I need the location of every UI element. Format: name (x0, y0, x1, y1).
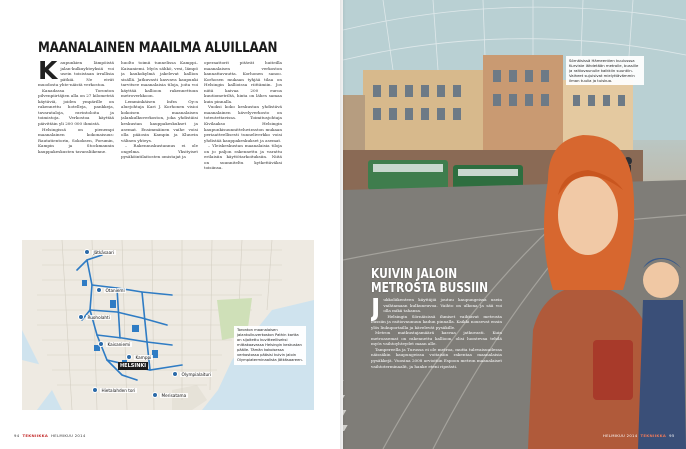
page-gutter (340, 0, 346, 449)
paragraph: Helsingissä on pienempi maanalainen kokonaisuus: Rautatientorin, Sokoksen, Forumin, Kampin ja Stockmannin kauppakeskusten tavaraliikenne. (38, 126, 114, 154)
map-marker: Otaniemi (96, 287, 126, 293)
folio-right (603, 433, 675, 438)
map-marker: Olympialaituri (172, 371, 212, 377)
page-number: 94 (14, 433, 20, 438)
paragraph: Helsingin Sörnäisissä ihmiset vaihtavat metrosta bussiin ja raitiovaunuun kadun pinnalla. Kaikki nousevat ensin ylös liukuportailla ja kävelevät pysäkille. (371, 313, 502, 330)
map-marker: Hietalahden tori (92, 387, 137, 393)
paragraph: Vuoksi koko keskustan yhdistävä maanalainen kävelyverkosto on toteutettavissa. Toimitusjohtaja Kivilaakso Helsingin kaupunkisuunnitteluviraston mukaan periaatteellisesti tunneliverkko voisi yhdistää kauppakeskukset ja asemat. (204, 104, 282, 143)
pin-icon (98, 341, 104, 347)
map-marker: Kaisaniemi (98, 341, 132, 347)
map-caption: Toronton maanalaisen jalankulkuverkoston Pathin kartta on sijoitettu kuvitteelliseksi mittakaavassa Helsingin keskustan päälle. Tämän kokoisessa verkostossa pääsisi kuivin jaloin Olympiaterminaalista Jätkäsaareen. (234, 326, 306, 365)
issue-date: HELMIKUU 2014 (51, 433, 86, 438)
paragraph: operaattorit pitävät huiteilla maanalaisen verkoston kannattavuutta. Korhonen sanoo. Korhosen mukaan tyhjää tilaa on Helsingin kallioissa riittämiin. Jos niitä kaivaa 200 euroa kuutiometriltä, hinta on lähes samaa kuin pinnalla. (204, 60, 282, 104)
magazine-brand: TEKNIIKKA (22, 433, 49, 438)
map-city-label: HELSINKI (120, 363, 147, 369)
pin-icon (172, 371, 178, 377)
page-number: 95 (669, 433, 675, 438)
section-heading-line: KUIVIN JALOIN (371, 267, 458, 282)
pin-icon (78, 314, 84, 320)
text-column-3 (204, 60, 282, 225)
paragraph: huolto toimii tunnelissa Kamppi–Kaisaniemi. Myös sähkö, vesi, lämpö ja kaukokylmä jakelevat kallion sisällä. Jatkuvasti kasvava kaupunki tarvitsee maanalaisia tiloja, joita voi käyttää kallioon rakennettuun metroverkkoon. (121, 60, 198, 99)
paragraph: ukkoliikenteen käyttäjiä joutuu kaupungeissa usein vaihtamaan kulkuneuvoa. Vaihto on ulkona ja sää voi olla mikä tahansa. (383, 297, 502, 314)
magazine-brand: TEKNIIKKA (640, 433, 667, 438)
illustration-caption: Sörnäisissä Hämeentien kuulusssa Kurviste lähdetään metrolle, bussille ja raitiovaunulle kaikkiin suuntiin. Vaiheet sujuisivat mielyttävämmin ilman tuulia ja tuiskua. (566, 56, 644, 85)
paragraph: Kanadassa Toronton pilvenpiirtäjien alla on 27 kilometriä käytäviä, joiden ympärille on rakennettu hotelleja, pankkeja, tavarataloja, ravintoloita ja toimistoja. Verkostoa käyttää päivittäin yli 200 000 ihmistä. (38, 87, 114, 127)
pin-icon (92, 387, 98, 393)
paragraph: – Yleiskeskustan maanalaisia tiloja on jo paljon rakennettu ja varattu erilaisiin käyttötarkoituksiin. Niitä on suunniteltu kytkettäväksi toisiinsa. (204, 143, 282, 171)
paragraph: Metron matkustajamäärä kasvaa jatkuvasti. Kuin metroasemat on rakennettu kallioon, olisi luontevaa tehdä myös vaihtoyhteydet maan alle. (371, 330, 502, 347)
pin-icon (84, 249, 90, 255)
paragraph: Tampereella ja Turussa ei ole metroa, mutta tulevaisuudessa näissäkin kaupungeissa voitaisiin rakentaa maanalaisia pysäkkejä. Vuosina 2008 arvioitiin Espoon metron maanalaiset vaihtoterminaalit, ja hanke eteni ripeästi. (371, 346, 502, 369)
paragraph: – Rakennuskustannus ei ole ongelma. Yksityiset pysäköintilaitosten omistajat ja (121, 143, 198, 160)
map-marker: Jätkäsaari (84, 249, 116, 255)
drop-cap: K (38, 60, 58, 85)
city-map (22, 240, 314, 410)
text-column-1 (38, 60, 114, 225)
article-headline: MAANALAINEN MAAILMA ALUILLAAN (38, 40, 278, 56)
text-column-2 (121, 60, 198, 225)
folio-left (14, 433, 86, 438)
paragraph: Lemminkäisen Infra Oy:n aluejohtaja Kari J. Korhonen visioi kokoisen maanalaisen jalankulkuverkoston, joka yhdistäisi keskustan kauppakeskukset ja asemat. Ensimmäinen vaihe voisi olla pääosin Kampin ja Kluuvin välinen yhteys. (121, 98, 198, 143)
section-heading-line: METROSTA BUSSIIN (371, 280, 489, 296)
map-graphic (22, 240, 314, 410)
right-text-column (371, 297, 502, 427)
pin-icon (126, 354, 132, 360)
map-marker: Merisatama (152, 392, 188, 398)
paragraph: aupunkien lämpöistä jalan-kulkuyhteyksiä voi usein toisistaan irrallisia pätkiä. Ne eivät muodosta yhte-näistä verkostoa. (38, 60, 114, 88)
issue-date: HELMIKUU 2014 (603, 433, 638, 438)
map-marker: Ruoholahti (78, 314, 111, 320)
section-heading (371, 268, 488, 295)
pin-icon (96, 287, 102, 293)
map-marker: Kamppi (126, 354, 153, 360)
pin-icon (152, 392, 158, 398)
drop-cap: J (371, 297, 381, 322)
